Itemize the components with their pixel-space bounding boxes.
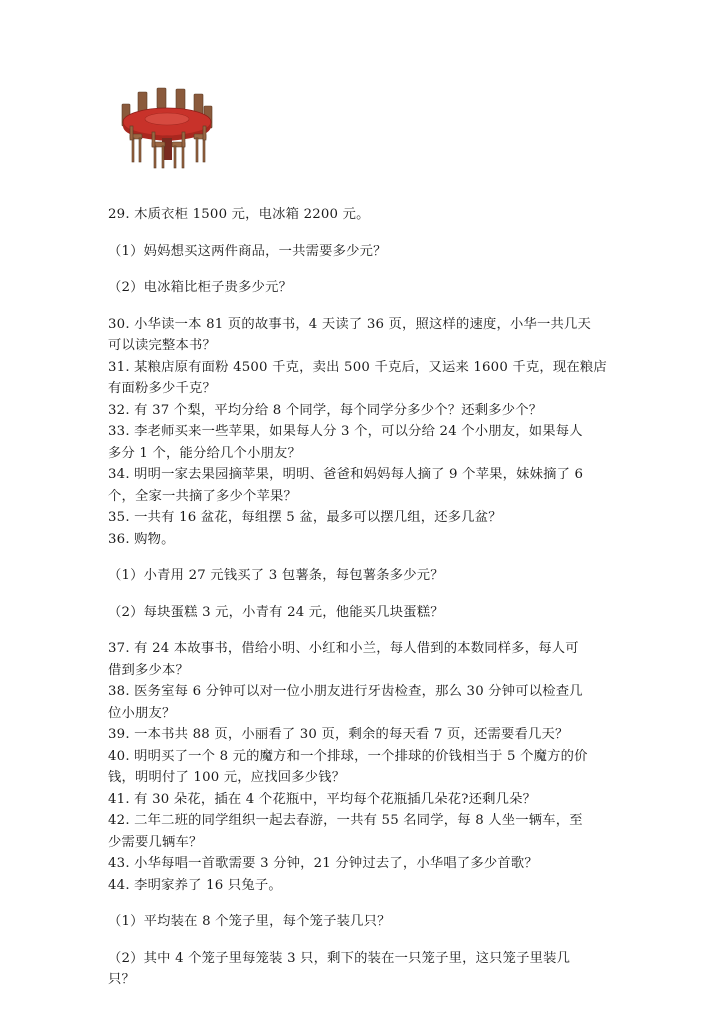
- question-39: 39. 一本书共 88 页，小丽看了 30 页，剩余的每天看 7 页，还需要看几天？: [108, 727, 569, 742]
- question-37-line-1: 37. 有 24 本故事书，借给小明、小红和小兰，每人借到的本数同样多，每人可: [108, 641, 579, 656]
- question-30-line-2: 可以读完整本书？: [108, 338, 216, 353]
- question-30-line-1: 30. 小华读一本 81 页的故事书，4 天读了 36 页，照这样的速度，小华一共几天: [108, 316, 592, 332]
- question-36-title: 36. 购物。: [108, 531, 175, 547]
- question-40-line-2: 钱，明明付了 100 元，应找回多少钱？: [108, 770, 346, 785]
- question-43: 43. 小华每唱一首歌需要 3 分钟，21 分钟过去了，小华唱了多少首歌？: [108, 856, 538, 871]
- question-list: [108, 204, 614, 991]
- question-36-part-1: （1）小青用 27 元钱买了 3 包薯条，每包薯条多少元？: [108, 568, 444, 583]
- question-38-line-2: 位小朋友？: [108, 705, 176, 721]
- question-44-part-2-line-2: 只？: [108, 972, 135, 987]
- question-29-part-2: （2）电冰箱比柜子贵多少元？: [108, 280, 293, 295]
- question-44-part-1: （1）平均装在 8 个笼子里，每个笼子装几只？: [108, 914, 391, 929]
- question-37-line-2: 借到多少本？: [108, 662, 189, 678]
- question-38-line-1: 38. 医务室每 6 分钟可以对一位小朋友进行牙齿检查，那么 30 分钟可以检查几: [108, 684, 583, 699]
- round-table-with-chairs-icon: [112, 86, 220, 172]
- question-33-line-2: 多分 1 个，能分给几个小朋友？: [108, 445, 301, 461]
- question-33-line-1: 33. 李老师买来一些苹果，如果每人分 3 个，可以分给 24 个小朋友，如果每人: [108, 424, 583, 439]
- question-31-line-2: 有面粉多少千克？: [108, 381, 216, 396]
- question-44-part-2-line-1: （2）其中 4 个笼子里每笼装 3 只，剩下的装在一只笼子里，这只笼子里装几: [108, 950, 571, 966]
- question-31-line-1: 31. 某粮店原有面粉 4500 千克，卖出 500 千克后，又运来 1600 千克，现在粮店: [108, 359, 607, 375]
- question-40-line-1: 40. 明明买了一个 8 元的魔方和一个排球，一个排球的价钱相当于 5 个魔方的价: [108, 748, 588, 764]
- question-29-title: 29. 木质衣柜 1500 元，电冰箱 2200 元。: [108, 207, 370, 222]
- question-34-line-2: 个，全家一共摘了多少个苹果？: [108, 488, 297, 504]
- question-44-title: 44. 李明家养了 16 只兔子。: [108, 877, 282, 893]
- question-41: 41. 有 30 朵花，插在 4 个花瓶中，平均每个花瓶插几朵花?还剩几朵？: [108, 791, 537, 807]
- question-42-line-1: 42. 二年二班的同学组织一起去春游，一共有 55 名同学，每 8 人坐一辆车，至: [108, 813, 583, 828]
- question-32: 32. 有 37 个梨，平均分给 8 个同学，每个同学分多少个？还剩多少个？: [108, 402, 543, 418]
- question-29-part-1: （1）妈妈想买这两件商品，一共需要多少元？: [108, 243, 387, 259]
- question-36-part-2: （2）每块蛋糕 3 元，小青有 24 元，他能买几块蛋糕？: [108, 604, 444, 620]
- question-42-line-2: 少需要几辆车？: [108, 834, 203, 850]
- question-35: 35. 一共有 16 盆花，每组摆 5 盆，最多可以摆几组，还多几盆？: [108, 510, 502, 525]
- question-34-line-1: 34. 明明一家去果园摘苹果，明明、爸爸和妈妈每人摘了 9 个苹果，妹妹摘了 6: [108, 467, 584, 482]
